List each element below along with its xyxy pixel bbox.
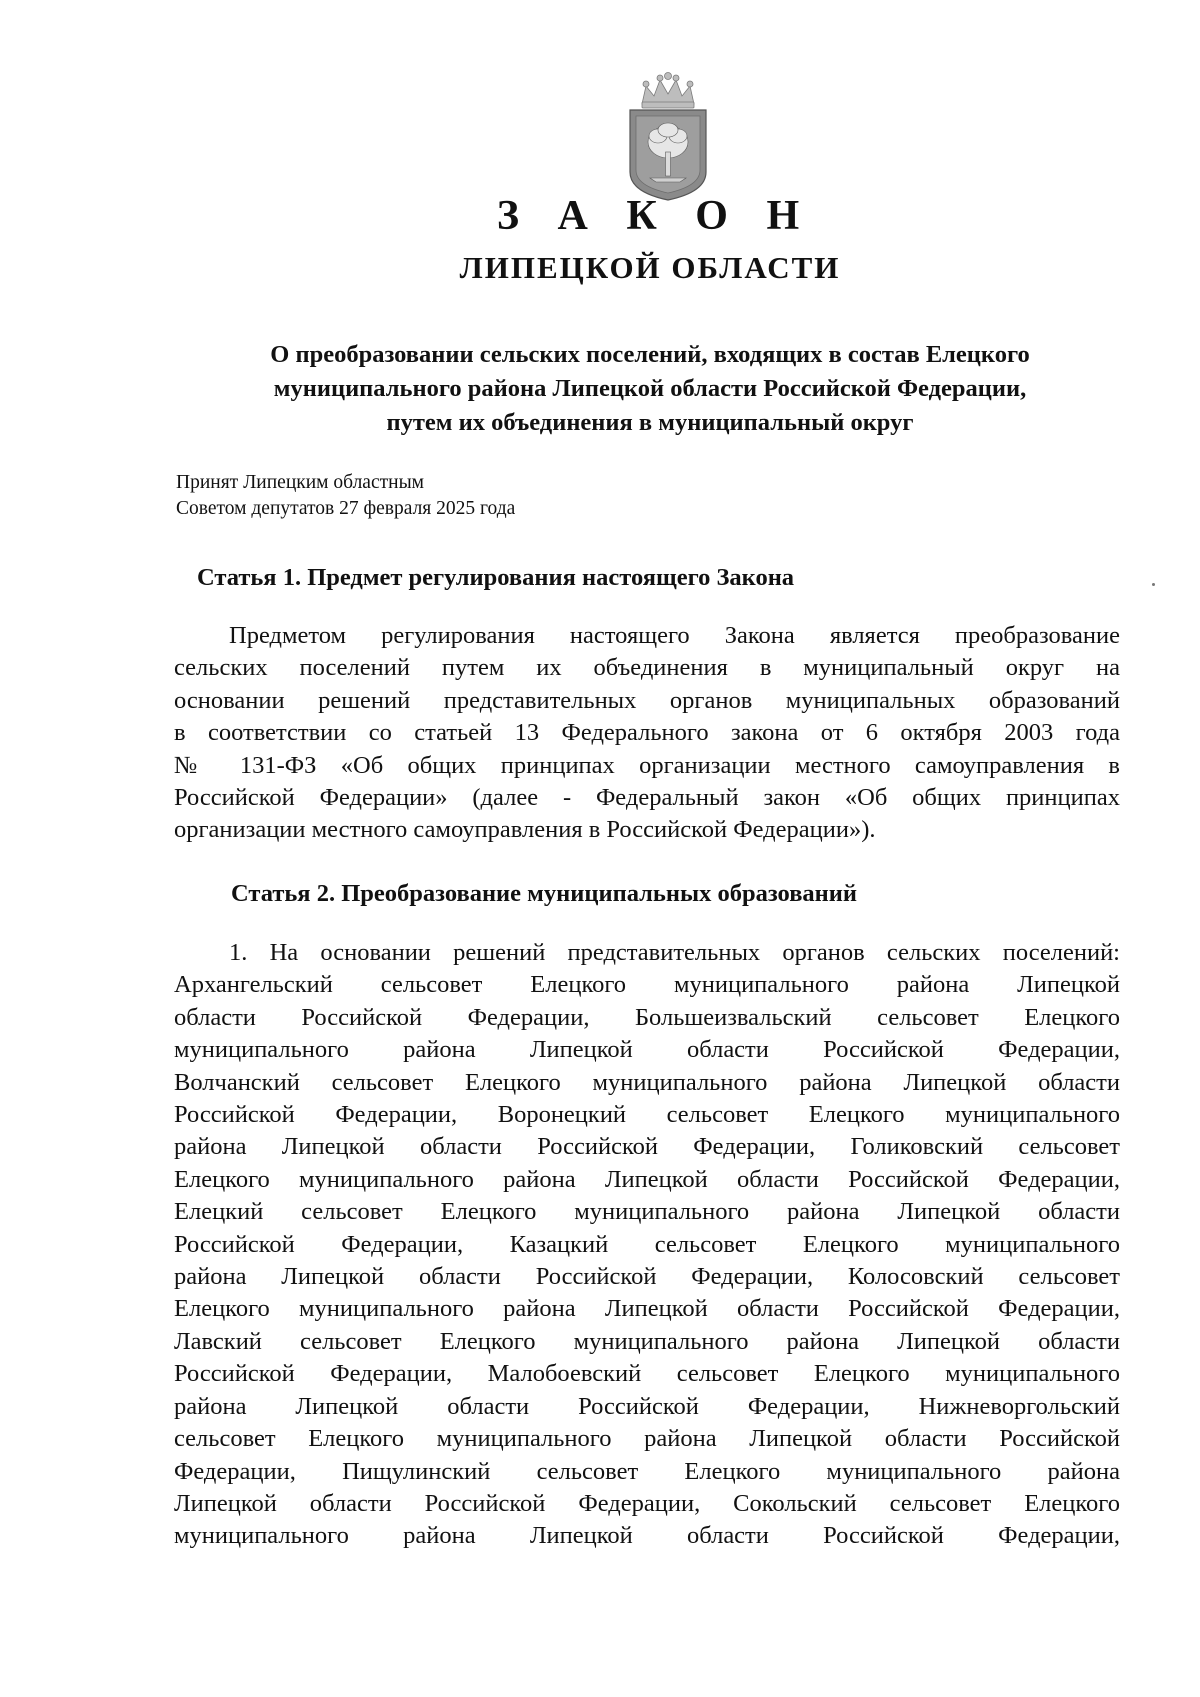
article-2-heading: Статья 2. Преобразование муниципальных образований bbox=[231, 880, 858, 907]
paragraph-line: района Липецкой области Российской Федерации, Голиковский сельсовет bbox=[174, 1133, 1120, 1161]
article-2-paragraph bbox=[174, 937, 1120, 1553]
article-1-heading: Статья 1. Предмет регулирования настоящего Закона bbox=[197, 564, 795, 591]
paragraph-line: № 131-ФЗ «Об общих принципах организации местного самоуправления в bbox=[174, 751, 1120, 779]
paragraph-line: в соответствии со статьей 13 Федерального закона от 6 октября 2003 года bbox=[174, 719, 1120, 747]
paragraph-line: Лавский сельсовет Елецкого муниципального района Липецкой области bbox=[174, 1327, 1120, 1355]
scan-speck bbox=[1152, 583, 1155, 586]
paragraph-line: Елецкого муниципального района Липецкой области Российской Федерации, bbox=[174, 1165, 1120, 1193]
paragraph-line: Российской Федерации» (далее - Федеральный закон «Об общих принципах bbox=[174, 784, 1120, 812]
paragraph-line: Волчанский сельсовет Елецкого муниципального района Липецкой области bbox=[174, 1068, 1120, 1096]
paragraph-line: 1. На основании решений представительных органов сельских поселений: bbox=[229, 939, 1120, 966]
paragraph-line: сельских поселений путем их объединения в муниципальный округ на bbox=[174, 654, 1120, 682]
paragraph-line: Липецкой области Российской Федерации, Сокольский сельсовет Елецкого bbox=[174, 1489, 1120, 1517]
law-name-line: муниципального района Липецкой области Российской Федерации, bbox=[273, 375, 1027, 402]
paragraph-line: муниципального района Липецкой области Российской Федерации, bbox=[174, 1522, 1120, 1550]
paragraph-line: организации местного самоуправления в Российской Федерации»). bbox=[174, 816, 876, 844]
law-name-line: О преобразовании сельских поселений, входящих в состав Елецкого bbox=[270, 341, 1030, 368]
paragraph-line: муниципального района Липецкой области Российской Федерации, bbox=[174, 1036, 1120, 1064]
paragraph-line: Предметом регулирования настоящего Закона является преобразование bbox=[229, 622, 1120, 649]
document-subtitle: ЛИПЕЦКОЙ ОБЛАСТИ bbox=[459, 250, 841, 285]
paragraph-line: Федерации, Пищулинский сельсовет Елецкого муниципального района bbox=[174, 1457, 1120, 1485]
paragraph-line: Архангельский сельсовет Елецкого муниципального района Липецкой bbox=[174, 971, 1120, 999]
paragraph-line: района Липецкой области Российской Федерации, Нижневоргольский bbox=[174, 1392, 1120, 1420]
paragraph-line: области Российской Федерации, Большеизвальский сельсовет Елецкого bbox=[174, 1003, 1120, 1031]
law-name bbox=[170, 338, 1130, 440]
paragraph-line: сельсовет Елецкого муниципального района Липецкой области Российской bbox=[174, 1425, 1120, 1453]
paragraph-line: основании решений представительных органов муниципальных образований bbox=[174, 686, 1120, 714]
paragraph-line: Елецкого муниципального района Липецкой области Российской Федерации, bbox=[174, 1295, 1120, 1323]
paragraph-line: Российской Федерации, Воронецкий сельсовет Елецкого муниципального bbox=[174, 1101, 1120, 1129]
coat-of-arms-emblem bbox=[620, 72, 716, 202]
adoption-line: Принят Липецким областным bbox=[176, 472, 425, 493]
law-name-line: путем их объединения в муниципальный округ bbox=[386, 409, 914, 436]
paragraph-line: Елецкий сельсовет Елецкого муниципального района Липецкой области bbox=[174, 1198, 1120, 1226]
paragraph-line: Российской Федерации, Малобоевский сельсовет Елецкого муниципального bbox=[174, 1360, 1120, 1388]
paragraph-line: Российской Федерации, Казацкий сельсовет Елецкого муниципального bbox=[174, 1230, 1120, 1258]
article-1-paragraph bbox=[174, 620, 1120, 847]
document-title: З А К О Н bbox=[496, 193, 814, 239]
adoption-note bbox=[176, 470, 515, 522]
adoption-line: Советом депутатов 27 февраля 2025 года bbox=[176, 498, 516, 519]
paragraph-line: района Липецкой области Российской Федерации, Колосовский сельсовет bbox=[174, 1263, 1120, 1291]
